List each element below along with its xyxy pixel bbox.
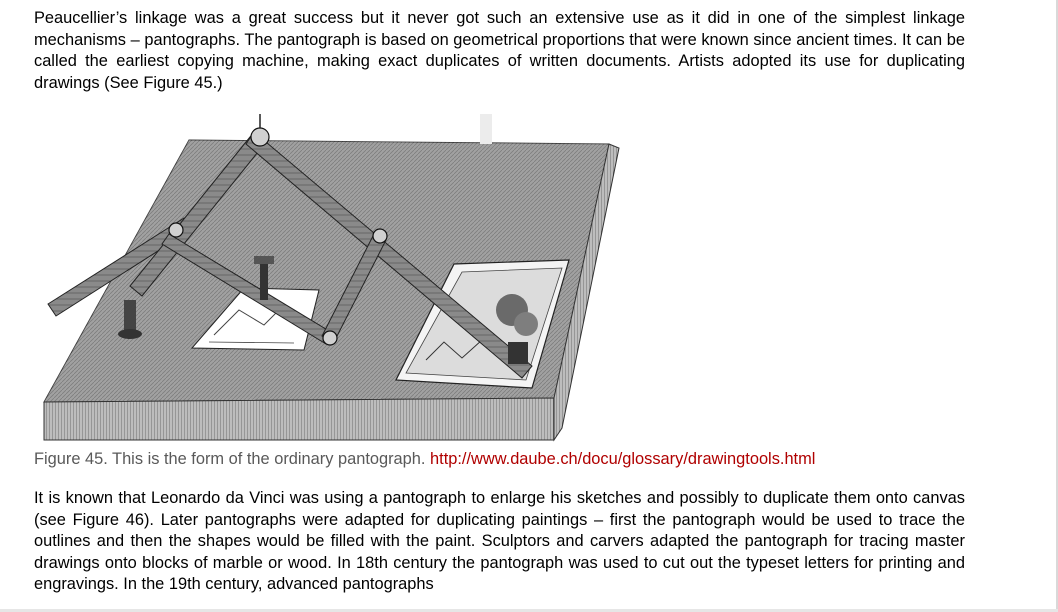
pantograph-illustration [34,110,634,448]
intro-paragraph [34,8,965,94]
body-text: It is known that Leonardo da Vinci was using a pantograph to enlarge his sketches and possibly to duplicate them onto canvas (see Figure 46). Later pantographs were adapted for duplicating paintings – first the pantograph would be used to trace the outlines and then the shapes would be filled with the paint. Sculptors and carvers adapted the pantograph for tracing master drawings onto blocks of marble or wood. In 18th century the pantograph was used to cut out the typeset letters for printing and engravings. In the 19th century, advanced pantographs [34,489,965,594]
source-link[interactable]: http://www.daube.ch/docu/glossary/drawingtools.html [430,450,816,468]
figure-caption [34,449,815,470]
body-paragraph [34,488,965,596]
intro-text: Peaucellier’s linkage was a great success but it never got such an extensive use as it did in one of the simplest linkage mechanisms – pantographs. The pantograph is based on geometrical proportions that were known since ancient times. It can be called the earliest copying machine, making exact duplicates of written documents. Artists adopted its use for duplicating drawings (See Figure 45.) [34,9,965,92]
caption-text: Figure 45. This is the form of the ordinary pantograph. [34,450,431,468]
